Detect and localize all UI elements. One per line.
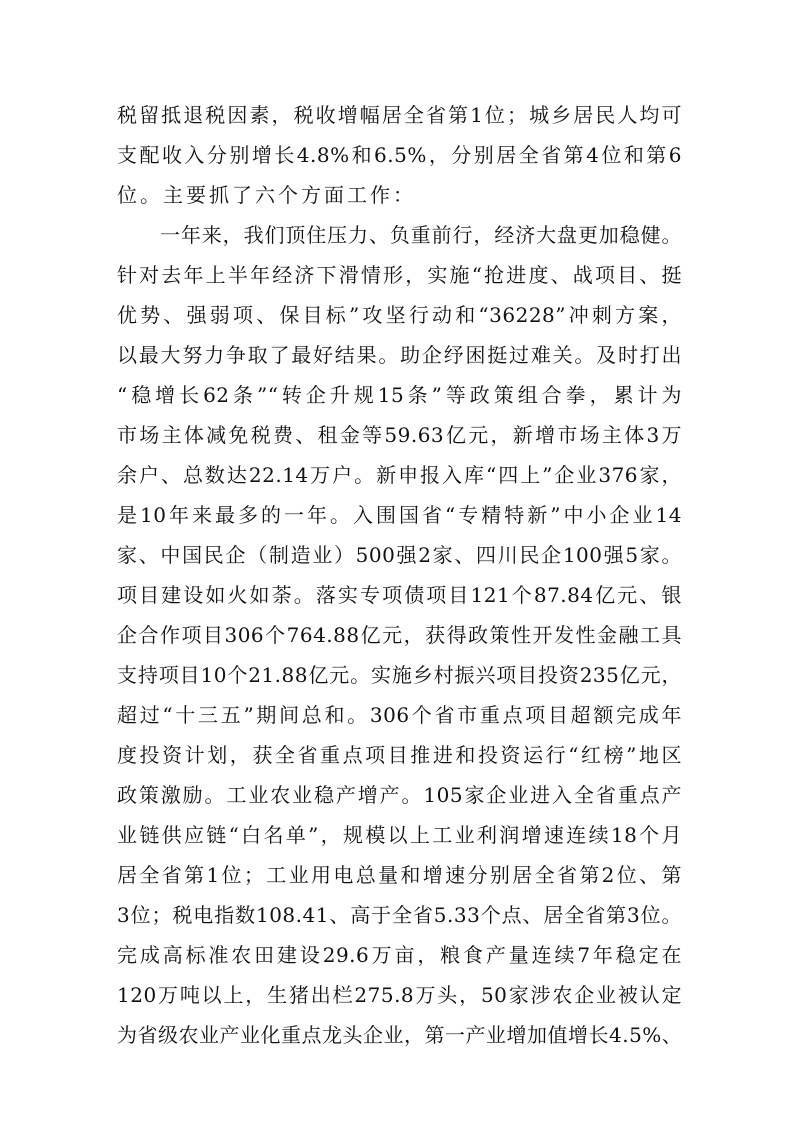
text-line: 业链供应链“白名单”，规模以上工业利润增速连续18个月: [117, 823, 682, 847]
text-line: 余户、总数达22.14万户。新申报入库“四上”企业376家，: [117, 463, 682, 487]
text-line: 支持项目10个21.88亿元。实施乡村振兴项目投资235亿元，: [117, 663, 682, 687]
text-line: 为省级农业产业化重点龙头企业，第一产业增加值增长4.5%、: [117, 1023, 683, 1047]
text-line: 项目建设如火如荼。落实专项债项目121个87.84亿元、银: [117, 583, 682, 607]
text-line: 政策激励。工业农业稳产增产。105家企业进入全省重点产: [117, 783, 682, 807]
text-line: 居全省第1位；工业用电总量和增速分别居全省第2位、第: [117, 863, 682, 887]
text-line: 优势、强弱项、保目标”攻坚行动和“36228”冲刺方案，: [117, 303, 682, 327]
text-line: 税留抵退税因素，税收增幅居全省第1位；城乡居民人均可: [117, 103, 682, 127]
text-line: 企合作项目306个764.88亿元，获得政策性开发性金融工具: [117, 623, 682, 647]
text-line: 度投资计划，获全省重点项目推进和投资运行“红榜”地区: [117, 743, 682, 767]
text-line: 超过“十三五”期间总和。306个省市重点项目超额完成年: [117, 703, 682, 727]
text-line: 3位；税电指数108.41、高于全省5.33个点、居全省第3位。: [117, 903, 682, 927]
text-line: 针对去年上半年经济下滑情形，实施“抢进度、战项目、挺: [117, 263, 682, 287]
text-line: 120万吨以上，生猪出栏275.8万头，50家涉农企业被认定: [117, 983, 682, 1007]
text-line: 是10年来最多的一年。入围国省“专精特新”中小企业14: [117, 503, 682, 527]
text-line: 一年来，我们顶住压力、负重前行，经济大盘更加稳健。: [160, 223, 682, 247]
text-line: 家、中国民企（制造业）500强2家、四川民企100强5家。: [117, 543, 682, 567]
text-line: “稳增长62条”“转企升规15条”等政策组合拳，累计为: [117, 383, 682, 407]
text-line: 市场主体减免税费、租金等59.63亿元，新增市场主体3万: [117, 423, 682, 447]
text-line: 位。主要抓了六个方面工作：: [117, 183, 416, 207]
text-line: 完成高标准农田建设29.6万亩，粮食产量连续7年稳定在: [117, 943, 682, 967]
text-line: 以最大努力争取了最好结果。助企纾困挺过难关。及时打出: [117, 343, 682, 367]
text-line: 支配收入分别增长4.8%和6.5%，分别居全省第4位和第6: [117, 143, 682, 167]
